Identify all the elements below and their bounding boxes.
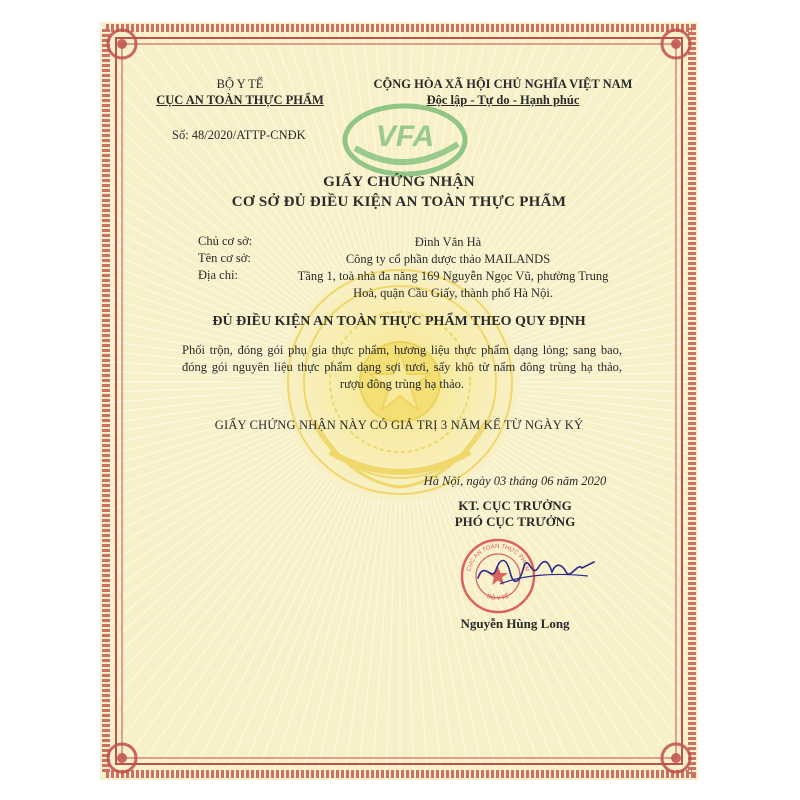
address-value: Tầng 1, toà nhà đa năng 169 Nguyễn Ngọc Vũ, phường Trung Hoà, quận Cầu Giấy, thành phố Hà Nội. xyxy=(297,269,609,300)
country-name: CỘNG HÒA XÃ HỘI CHỦ NGHĨA VIỆT NAM xyxy=(373,77,633,91)
signer-title: PHÓ CỤC TRƯỞNG xyxy=(454,514,576,529)
certificate-number: Số: 48/2020/ATTP-CNĐK xyxy=(172,128,306,142)
agency-name: CỤC AN TOÀN THỰC PHẨM xyxy=(156,93,324,107)
handwritten-signature xyxy=(470,542,600,592)
ministry-name: BỘ Y TẾ xyxy=(216,77,264,91)
validity-statement: GIẤY CHỨNG NHẬN NÀY CÓ GIÁ TRỊ 3 NĂM KỂ TỪ NGÀY KÝ xyxy=(214,418,584,432)
svg-text:BỘ Y TẾ xyxy=(486,593,510,602)
certificate-sheet xyxy=(100,22,698,780)
owner-label: Chủ cơ sở: xyxy=(198,234,253,248)
compliance-heading: ĐỦ ĐIỀU KIỆN AN TOÀN THỰC PHẨM THEO QUY ĐỊNH xyxy=(212,314,586,329)
facility-label: Tên cơ sở: xyxy=(198,251,251,265)
vfa-logo xyxy=(340,100,470,180)
scope-of-activities: Phối trộn, đóng gói phụ gia thực phẩm, hương liệu thực phẩm dạng lỏng; sang bao, đóng gói nguyên liệu thực phẩm dạng sợi tươi, sấy khô từ nấm đông trùng hạ thảo, rượu đông trùng hạ thảo. xyxy=(182,343,622,391)
vfa-logo-text: VFA xyxy=(375,120,435,153)
certificate-content xyxy=(100,22,698,780)
certificate-subtitle: CƠ SỞ ĐỦ ĐIỀU KIỆN AN TOÀN THỰC PHẨM xyxy=(231,194,567,210)
address-label: Địa chỉ: xyxy=(198,268,238,282)
stamp-agency-text: CỤC AN TOÀN THỰC PHẨM xyxy=(466,543,530,573)
signer-name: Nguyễn Hùng Long xyxy=(460,616,570,631)
issuing-agency xyxy=(150,76,330,108)
signer-role: KT. CỤC TRƯỞNG xyxy=(458,498,572,513)
facility-value: Công ty cổ phần dược thảo MAILANDS xyxy=(345,252,551,266)
certificate-title: GIẤY CHỨNG NHẬN xyxy=(323,174,475,190)
national-header xyxy=(358,76,648,108)
owner-value: Đinh Văn Hà xyxy=(414,235,482,249)
national-motto: Độc lập - Tự do - Hạnh phúc xyxy=(426,93,580,107)
issue-date: Hà Nội, ngày 03 tháng 06 năm 2020 xyxy=(423,474,607,488)
stamp-ministry-text: BỘ Y TẾ xyxy=(485,593,511,603)
